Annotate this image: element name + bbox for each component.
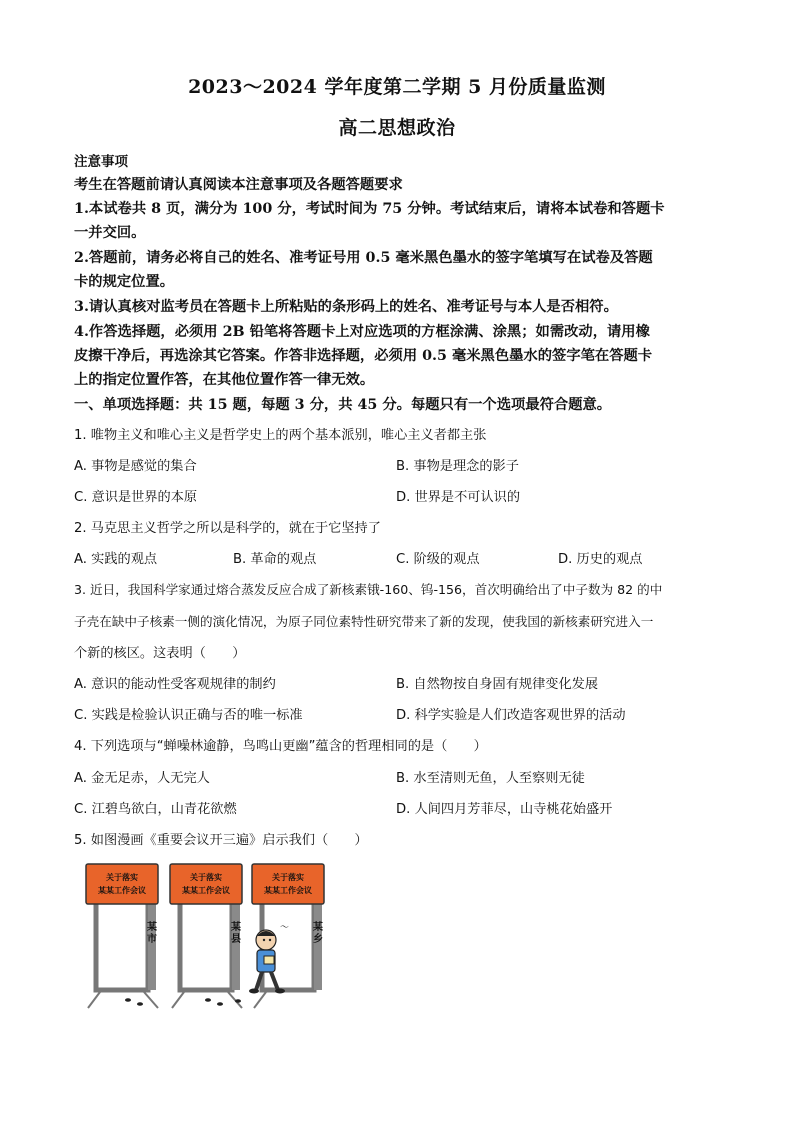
cartoon-illustration [78,860,338,1010]
question-2-option-d: D. 历史的观点 [558,552,643,567]
door-label-township: 某乡 [313,922,323,945]
exam-subject: 高二思想政治 [338,117,456,139]
notice-item-3: 3.请认真核对监考员在答题卡上所粘贴的条形码上的姓名、准考证号与本人是否相符。 [74,299,618,315]
question-3-stem: 3. 近日，我国科学家通过熔合蒸发反应合成了新核素锇-160、钨-156，首次明确给出了中子数为 82 的中 [74,582,663,597]
svg-text:某某工作会议: 某某工作会议 [182,886,230,895]
question-5-stem: 5. 如图漫画《重要会议开三遍》启示我们（ ） [74,833,368,848]
question-1-option-d: D. 世界是不可认识的 [396,490,521,505]
question-4-option-d: D. 人间四月芳菲尽，山寺桃花始盛开 [396,802,613,817]
notice-item-2: 2.答题前，请务必将自己的姓名、准考证号用 0.5 毫米黑色墨水的签字笔填写在试卷及答题 [74,250,653,266]
question-1-stem: 1. 唯物主义和唯心主义是哲学史上的两个基本派别，唯心主义者都主张 [74,428,487,443]
question-3-option-c: C. 实践是检验认识正确与否的唯一标准 [74,708,303,723]
notice-intro: 考生在答题前请认真阅读本注意事项及各题答题要求 [74,177,403,193]
door-label-county: 某县 [231,922,241,945]
doorway-county [172,900,242,1008]
question-1-option-a: A. 事物是感觉的集合 [74,459,197,474]
question-1-option-b: B. 事物是理念的影子 [396,459,519,474]
svg-text:某某工作会议: 某某工作会议 [264,886,312,895]
question-4-stem: 4. 下列选项与“蝉噪林逾静，鸟鸣山更幽”蕴含的哲理相同的是（ ） [74,739,487,754]
question-2-stem: 2. 马克思主义哲学之所以是科学的，就在于它坚持了 [74,521,381,536]
svg-text:关于落实: 关于落实 [106,873,138,882]
footprints [125,998,241,1006]
notice-heading: 注意事项 [74,154,128,170]
notice-item-4-cont: 皮擦干净后，再选涂其它答案。作答非选择题，必须用 0.5 毫米黑色墨水的签字笔在答题卡 [74,348,653,364]
svg-text:某某工作会议: 某某工作会议 [98,886,146,895]
walking-official [249,923,289,994]
meeting-sign-1 [86,864,158,904]
meeting-sign-3 [252,864,324,904]
notice-item-4: 4.作答选择题，必须用 2B 铅笔将答题卡上对应选项的方框涂满、涂黑；如需改动，请用橡 [74,324,650,340]
question-3-stem-cont: 子壳在缺中子核素一侧的演化情况，为原子同位素特性研究带来了新的发现，使我国的新核素研究进入一 [74,614,654,629]
question-4-option-b: B. 水至清则无鱼，人至察则无徒 [396,771,585,786]
svg-text:关于落实: 关于落实 [272,873,304,882]
question-3-option-b: B. 自然物按自身固有规律变化发展 [396,677,599,692]
question-1-option-c: C. 意识是世界的本原 [74,490,198,505]
exam-title: 2023～2024 学年度第二学期 5 月份质量监测 [188,76,606,98]
question-4-option-c: C. 江碧鸟欲白，山青花欲燃 [74,802,237,817]
notice-item-4-cont2: 上的指定位置作答，在其他位置作答一律无效。 [74,372,375,388]
doorway-city [88,900,158,1008]
question-3-option-a: A. 意识的能动性受客观规律的制约 [74,677,276,692]
notice-item-1-cont: 一并交回。 [74,225,146,241]
question-2-option-b: B. 革命的观点 [233,552,317,567]
question-2-option-a: A. 实践的观点 [74,552,158,567]
section-heading: 一、单项选择题：共 15 题，每题 3 分，共 45 分。每题只有一个选项最符合题意。 [74,397,612,413]
question-2-option-c: C. 阶级的观点 [396,552,480,567]
notice-item-2-cont: 卡的规定位置。 [74,274,175,290]
svg-text:～: ～ [280,923,290,933]
question-3-stem-cont2: 个新的核区。这表明（ ） [74,646,246,661]
meeting-sign-2 [170,864,242,904]
notice-item-1: 1.本试卷共 8 页，满分为 100 分，考试时间为 75 分钟。考试结束后，请将本试卷和答题卡 [74,201,665,217]
question-3-option-d: D. 科学实验是人们改造客观世界的活动 [396,708,626,723]
svg-text:关于落实: 关于落实 [190,873,222,882]
door-label-city: 某市 [147,922,157,945]
question-4-option-a: A. 金无足赤，人无完人 [74,771,210,786]
